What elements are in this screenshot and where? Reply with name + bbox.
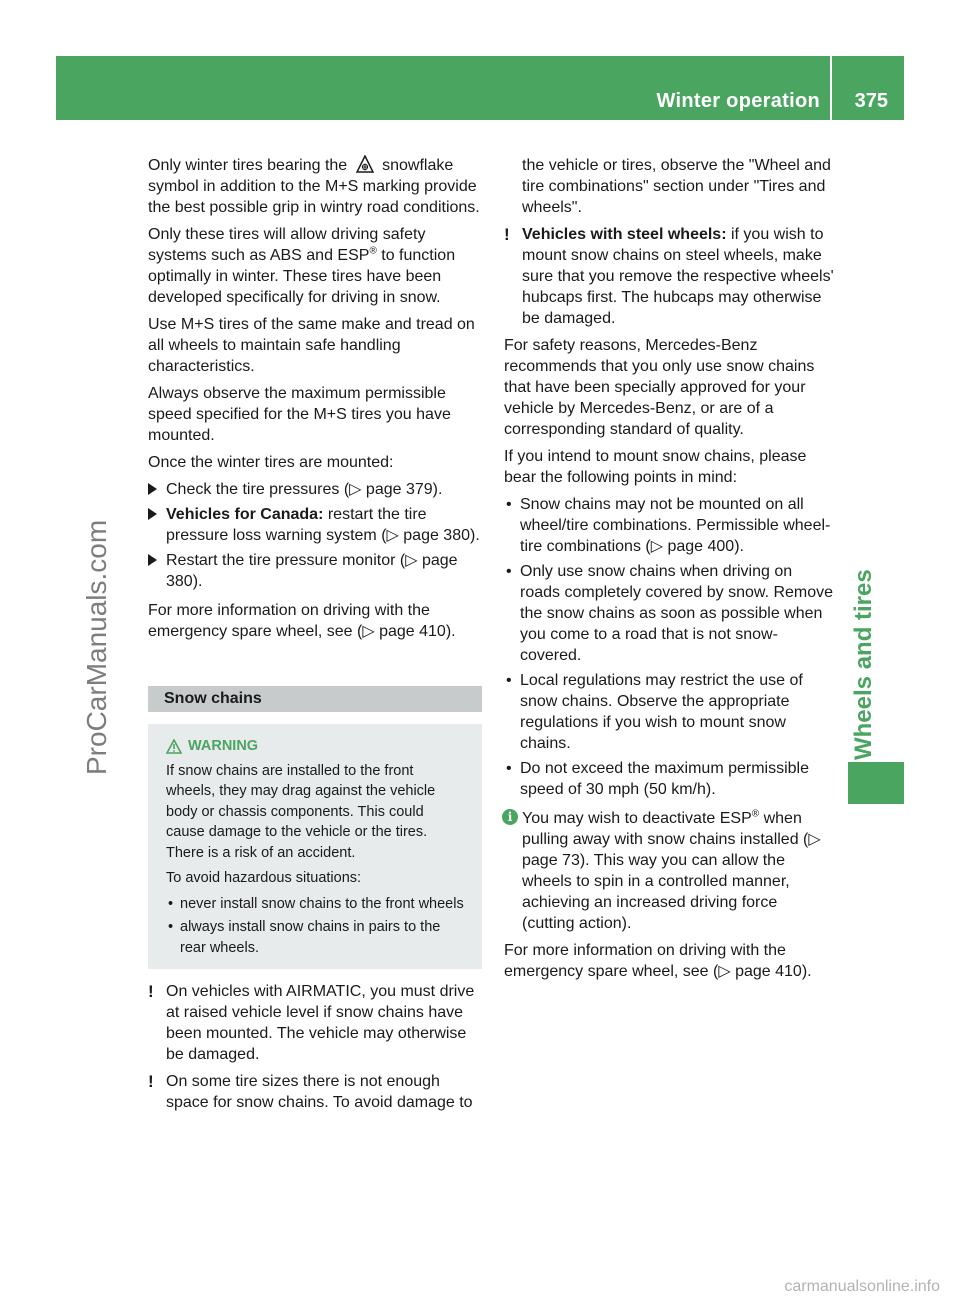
note-text: when pulling away with snow chains installed (▷ page 73). This way you can allow the wheels to spin in a controlled manner, achieving an increased driving force (cutting action). bbox=[522, 810, 821, 932]
paragraph-winter-tires bbox=[148, 155, 482, 218]
text: to function optimally in winter. These tires have been developed specifically for driving in snow. bbox=[148, 247, 456, 306]
bullet-item: • Only use snow chains when driving on roads completely covered by snow. Remove the snow chains as soon as possible when you come to a road that is not snow-covered. bbox=[506, 563, 834, 664]
text: Only these tires will allow driving safety systems such as ABS and ESP bbox=[148, 226, 426, 264]
text: Only winter tires bearing the bbox=[148, 157, 348, 174]
note-text: if you wish to mount snow chains on steel wheels, make sure that you remove the respective wheels' hubcaps first. The hubcaps may otherwise be damaged. bbox=[522, 226, 834, 327]
exclamation-icon: ! bbox=[504, 225, 510, 244]
bullet-text: always install snow chains in pairs to the rear wheels. bbox=[180, 919, 441, 956]
step-bold: Vehicles for Canada: bbox=[166, 506, 324, 523]
bullet-text: Only use snow chains when driving on roads completely covered by snow. Remove the snow chains as soon as possible when you come to a road that is not snow-covered. bbox=[520, 563, 834, 664]
right-column bbox=[504, 155, 834, 988]
footer-watermark: carmanualsonline.info bbox=[784, 1278, 940, 1295]
snowflake-mountain-icon bbox=[356, 155, 374, 173]
paragraph-spare-wheel: For more information on driving with the emergency spare wheel, see (▷ page 410). bbox=[148, 602, 456, 640]
warning-paragraph: If snow chains are installed to the front wheels, they may drag against the vehicle body or chassis components. This could cause damage to the vehicle or the tires. There is a risk of an accident. bbox=[166, 762, 436, 861]
step-restart-monitor bbox=[148, 550, 482, 592]
page-number: 375 bbox=[854, 90, 888, 112]
note-airmatic bbox=[148, 981, 482, 1065]
warning-bullet: • always install snow chains in pairs to the rear wheels. bbox=[168, 919, 441, 956]
step-text: restart the tire pressure loss warning system (▷ page 380). bbox=[166, 506, 480, 544]
warning-paragraph-avoid: To avoid hazardous situations: bbox=[166, 870, 362, 886]
step-arrow-icon bbox=[148, 483, 157, 495]
registered-mark: ® bbox=[369, 245, 377, 257]
bullet-item: • Do not exceed the maximum permissible speed of 30 mph (50 km/h). bbox=[506, 760, 810, 798]
paragraph-driving-safety bbox=[148, 224, 482, 308]
bullet-item: • Snow chains may not be mounted on all wheel/tire combinations. Permissible wheel-tire combinations (▷ page 400). bbox=[506, 496, 831, 555]
step-arrow-icon bbox=[148, 554, 157, 566]
paragraph-spare-wheel-right: For more information on driving with the emergency spare wheel, see (▷ page 410). bbox=[504, 942, 812, 980]
step-text: Restart the tire pressure monitor (▷ page 380). bbox=[166, 552, 458, 590]
warning-box bbox=[148, 724, 482, 969]
paragraph-same-make: Use M+S tires of the same make and tread on all wheels to maintain safe handling characteristics. bbox=[148, 316, 475, 375]
paragraph-max-speed: Always observe the maximum permissible speed specified for the M+S tires you have mounted. bbox=[148, 385, 451, 444]
watermark bbox=[80, 515, 120, 775]
step-text: Check the tire pressures (▷ page 379). bbox=[166, 481, 443, 498]
paragraph-once-mounted: Once the winter tires are mounted: bbox=[148, 454, 394, 471]
note-tire-sizes bbox=[148, 1071, 482, 1113]
left-column bbox=[148, 155, 482, 1119]
paragraph-safety-reasons: For safety reasons, Mercedes-Benz recommends that you only use snow chains that have been specially approved for your vehicle by Mercedes-Benz, or are of a corresponding standard of quality. bbox=[504, 337, 815, 438]
warning-bullet: • never install snow chains to the front wheels bbox=[168, 895, 464, 912]
warning-title-text: WARNING bbox=[188, 738, 259, 754]
header-bar bbox=[56, 56, 904, 120]
note-steel-wheels bbox=[504, 224, 834, 329]
step-arrow-icon bbox=[148, 508, 157, 520]
bullet-text: Local regulations may restrict the use of snow chains. Observe the appropriate regulations if you wish to mount snow chains. bbox=[520, 672, 803, 752]
warning-triangle-icon bbox=[166, 739, 182, 754]
step-check-pressure bbox=[148, 479, 482, 500]
watermark-text: ProCarManuals.com bbox=[81, 519, 112, 775]
note-text: On some tire sizes there is not enough space for snow chains. To avoid damage to bbox=[166, 1073, 473, 1111]
note-text: You may wish to deactivate ESP bbox=[522, 810, 752, 827]
side-tab bbox=[848, 762, 904, 804]
note-info-esp bbox=[504, 808, 834, 934]
paragraph-intend-mount: If you intend to mount snow chains, please bear the following points in mind: bbox=[504, 448, 807, 486]
bullet-text: Do not exceed the maximum permissible speed of 30 mph (50 km/h). bbox=[520, 760, 810, 798]
registered-mark: ® bbox=[751, 808, 760, 820]
text: snowflake symbol in addition to the M+S marking provide the best possible grip in wintry road conditions. bbox=[148, 157, 480, 216]
section-title-snow-chains: Snow chains bbox=[148, 686, 482, 712]
note-bold: Vehicles with steel wheels: bbox=[522, 226, 727, 243]
exclamation-icon: ! bbox=[148, 982, 154, 1001]
header-separator bbox=[830, 56, 832, 120]
side-label bbox=[846, 540, 886, 760]
bullet-item: • Local regulations may restrict the use of snow chains. Observe the appropriate regulations if you wish to mount snow chains. bbox=[506, 672, 803, 752]
step-canada bbox=[148, 504, 482, 546]
side-label-text: Wheels and tires bbox=[850, 569, 877, 760]
continued-text: the vehicle or tires, observe the "Wheel and tire combinations" section under "Tires and wheels". bbox=[522, 157, 831, 216]
note-text: On vehicles with AIRMATIC, you must drive at raised vehicle level if snow chains have been mounted. The vehicle may otherwise be damaged. bbox=[166, 983, 475, 1063]
bullet-text: Snow chains may not be mounted on all wheel/tire combinations. Permissible wheel-tire combinations (▷ page 400). bbox=[520, 496, 831, 555]
exclamation-icon: ! bbox=[148, 1072, 154, 1091]
header-title: Winter operation bbox=[656, 90, 820, 112]
info-icon: i bbox=[502, 809, 518, 825]
bullet-text: never install snow chains to the front wheels bbox=[180, 895, 464, 912]
warning-title bbox=[166, 736, 464, 757]
